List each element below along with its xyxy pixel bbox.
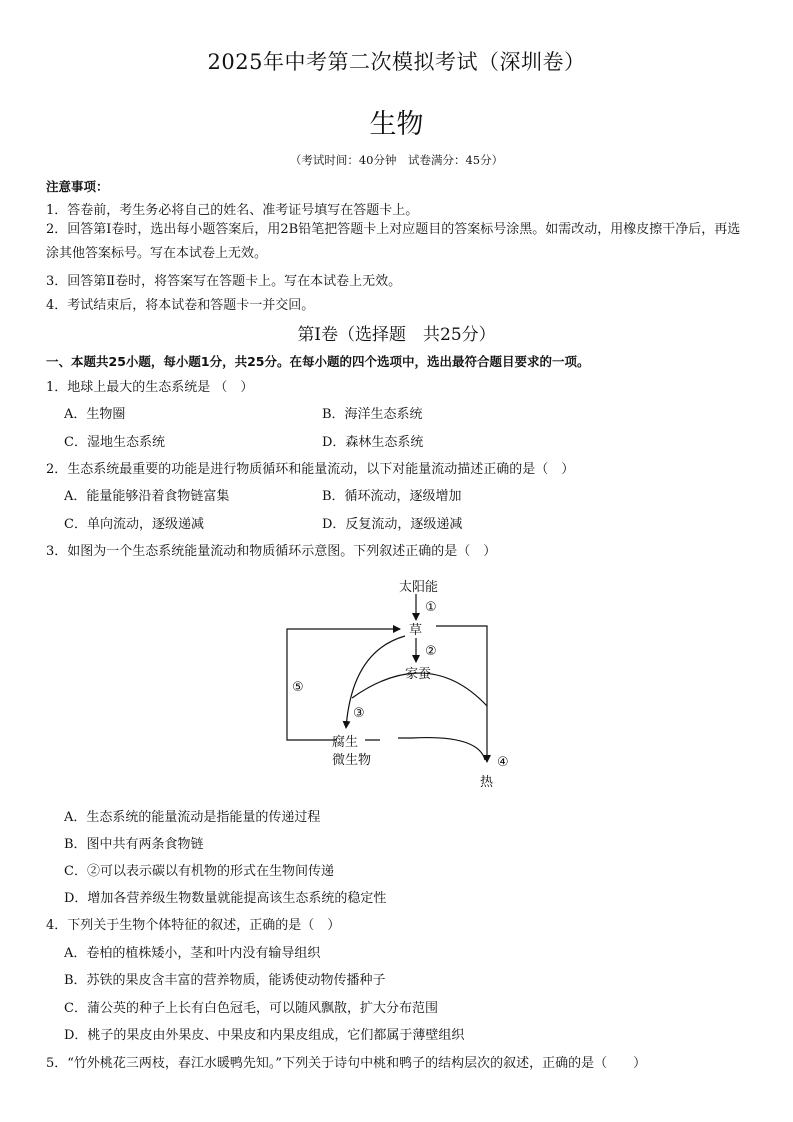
option-c: C．②可以表示碳以有机物的形式在生物间传递 xyxy=(64,864,334,879)
question-stem: 5．“竹外桃花三两枝，春江水暖鸭先知。”下列关于诗句中桃和鸭子的结构层次的叙述，正确的是（ ） xyxy=(46,1056,647,1071)
notes-heading: 注意事项： xyxy=(46,179,109,194)
question-stem: 4．下列关于生物个体特征的叙述，正确的是（ ） xyxy=(46,918,341,933)
option-c: C．湿地生态系统 xyxy=(64,435,165,450)
option-d: D．森林生态系统 xyxy=(322,435,424,450)
note-item: 2．回答第Ⅰ卷时，选出每小题答案后，用2B铅笔把答题卡上对应题目的答案标号涂黑。如需改动，用橡皮擦干净后，再选涂其他答案标号。写在本试卷上无效。 xyxy=(46,222,741,261)
option-b: B．图中共有两条食物链 xyxy=(64,837,204,852)
section-instruction: 一、本题共25小题，每小题1分，共25分。在每小题的四个选项中，选出最符合题目要求的一项。 xyxy=(46,354,590,369)
option-b: B．海洋生态系统 xyxy=(322,407,423,422)
option-a: A．卷柏的植株矮小，茎和叶内没有输导组织 xyxy=(64,946,321,961)
option-c: C．单向流动，逐级递减 xyxy=(64,517,204,532)
circle-label-3: ③ xyxy=(353,706,365,721)
note-item: 3．回答第Ⅱ卷时，将答案写在答题卡上。写在本试卷上无效。 xyxy=(46,274,402,289)
subject-title: 生物 xyxy=(369,109,424,140)
energy-flow-diagram xyxy=(0,566,793,796)
circle-label-4: ④ xyxy=(497,755,509,770)
circle-label-5: ⑤ xyxy=(292,680,304,695)
note-item: 1．答卷前，考生务必将自己的姓名、准考证号填写在答题卡上。 xyxy=(46,203,419,218)
option-b: B．苏铁的果皮含丰富的营养物质，能诱使动物传播种子 xyxy=(64,973,386,988)
option-d: D．桃子的果皮由外果皮、中果皮和内果皮组成，它们都属于薄壁组织 xyxy=(64,1028,465,1043)
option-d: D．增加各营养级生物数量就能提高该生态系统的稳定性 xyxy=(64,891,387,906)
arrow-decomposer-to-heat xyxy=(365,738,485,760)
silkworm-label: 家蚕 xyxy=(405,667,432,682)
option-c: C．蒲公英的种子上长有白色冠毛，可以随风飘散，扩大分布范围 xyxy=(64,1001,438,1016)
note-item: 4．考试结束后，将本试卷和答题卡一并交回。 xyxy=(46,298,315,313)
circle-label-2: ② xyxy=(425,644,437,659)
question-stem: 1．地球上最大的生态系统是 （ ） xyxy=(46,380,254,395)
option-b: B．循环流动，逐级增加 xyxy=(322,489,462,504)
sun-label: 太阳能 xyxy=(399,580,439,595)
option-a: A．生态系统的能量流动是指能量的传递过程 xyxy=(64,810,321,825)
option-a: A．生物圈 xyxy=(64,407,126,422)
exam-title: 2025年中考第二次模拟考试（深圳卷） xyxy=(207,50,586,74)
question-stem: 3．如图为一个生态系统能量流动和物质循环示意图。下列叙述正确的是（ ） xyxy=(46,544,497,559)
decomposer-label-line2: 微生物 xyxy=(332,753,372,768)
decomposer-label-line1: 腐生 xyxy=(332,735,359,750)
option-a: A．能量能够沿着食物链富集 xyxy=(64,489,230,504)
grass-label: 草 xyxy=(409,623,423,638)
question-stem: 2．生态系统最重要的功能是进行物质循环和能量流动，以下对能量流动描述正确的是（ ） xyxy=(46,462,575,477)
option-d: D．反复流动，逐级递减 xyxy=(322,517,463,532)
heat-label: 热 xyxy=(480,775,494,790)
circle-label-1: ① xyxy=(425,600,437,615)
exam-info: （考试时间：40分钟 试卷满分：45分） xyxy=(289,153,504,167)
section-title: 第Ⅰ卷（选择题 共25分） xyxy=(297,325,496,345)
